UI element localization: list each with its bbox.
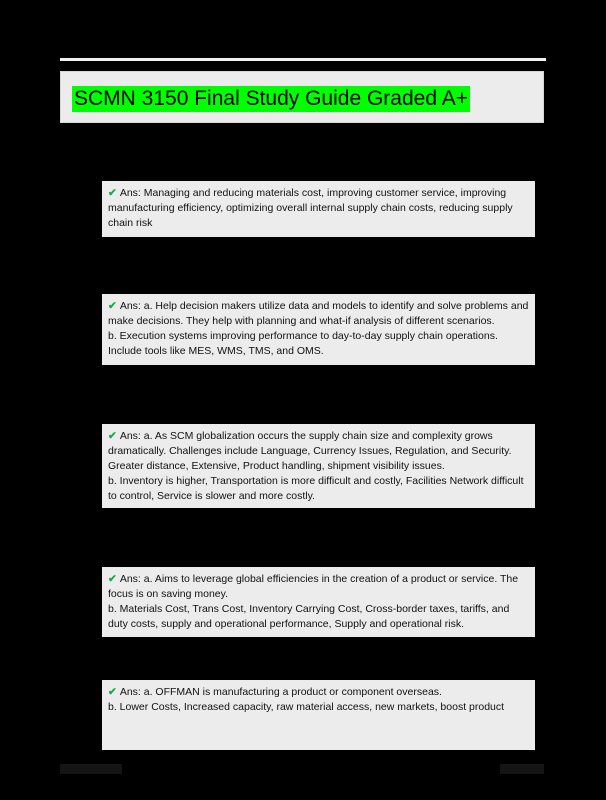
answer-block-4 xyxy=(102,567,535,637)
checkmark-icon: ✔ xyxy=(108,430,117,442)
checkmark-icon: ✔ xyxy=(108,187,117,199)
checkmark-icon: ✔ xyxy=(108,300,117,312)
footer-left-watermark xyxy=(60,764,122,774)
title-box xyxy=(60,71,544,123)
answer-text: Ans: a. Aims to leverage global efficiencies in the creation of a product or service. The focus is on saving money. xyxy=(108,573,519,600)
answer-line: b. Execution systems improving performance to day-to-day supply chain operations. Include tools like MES, WMS, TMS, and OMS. xyxy=(108,330,498,357)
document-title: SCMN 3150 Final Study Guide Graded A+ xyxy=(74,87,468,110)
answer-line: b. Materials Cost, Trans Cost, Inventory Carrying Cost, Cross-border taxes, tariffs, and duty costs, supply and operational performance, Supply and operational risk. xyxy=(108,603,510,630)
answer-block-3 xyxy=(102,424,535,508)
checkmark-icon: ✔ xyxy=(108,573,117,585)
answer-text: Ans: a. OFFMAN is manufacturing a product or component overseas. xyxy=(119,686,442,698)
answer-line xyxy=(108,299,529,329)
answer-block-2 xyxy=(102,294,535,365)
footer-page-number xyxy=(500,764,544,774)
answer-line xyxy=(108,429,529,474)
answer-line: b. Lower Costs, Increased capacity, raw material access, new markets, boost product xyxy=(108,701,505,713)
answer-block-1 xyxy=(102,181,535,237)
answer-line xyxy=(108,572,529,602)
answer-text: Ans: a. Help decision makers utilize data and models to identify and solve problems and make decisions. They help with planning and what-if analysis of different scenarios. xyxy=(108,300,529,327)
answer-line xyxy=(108,685,529,700)
answer-line: b. Inventory is higher, Transportation is more difficult and costly, Facilities Network difficult to control, Service is slower and more costly. xyxy=(108,475,524,502)
top-divider xyxy=(60,58,546,61)
answer-text: Ans: Managing and reducing materials cost, improving customer service, improving manufacturing efficiency, optimizing overall internal supply chain costs, reducing supply chain risk xyxy=(108,187,513,229)
answer-block-5 xyxy=(102,680,535,750)
answer-text: Ans: a. As SCM globalization occurs the supply chain size and complexity grows dramatically. Challenges include Language, Currency Issues, Regulation, and Security. Greater distance, Extensive, Product handling, shipment visibility issues. xyxy=(108,430,512,472)
checkmark-icon: ✔ xyxy=(108,686,117,698)
answer-line xyxy=(108,186,529,231)
